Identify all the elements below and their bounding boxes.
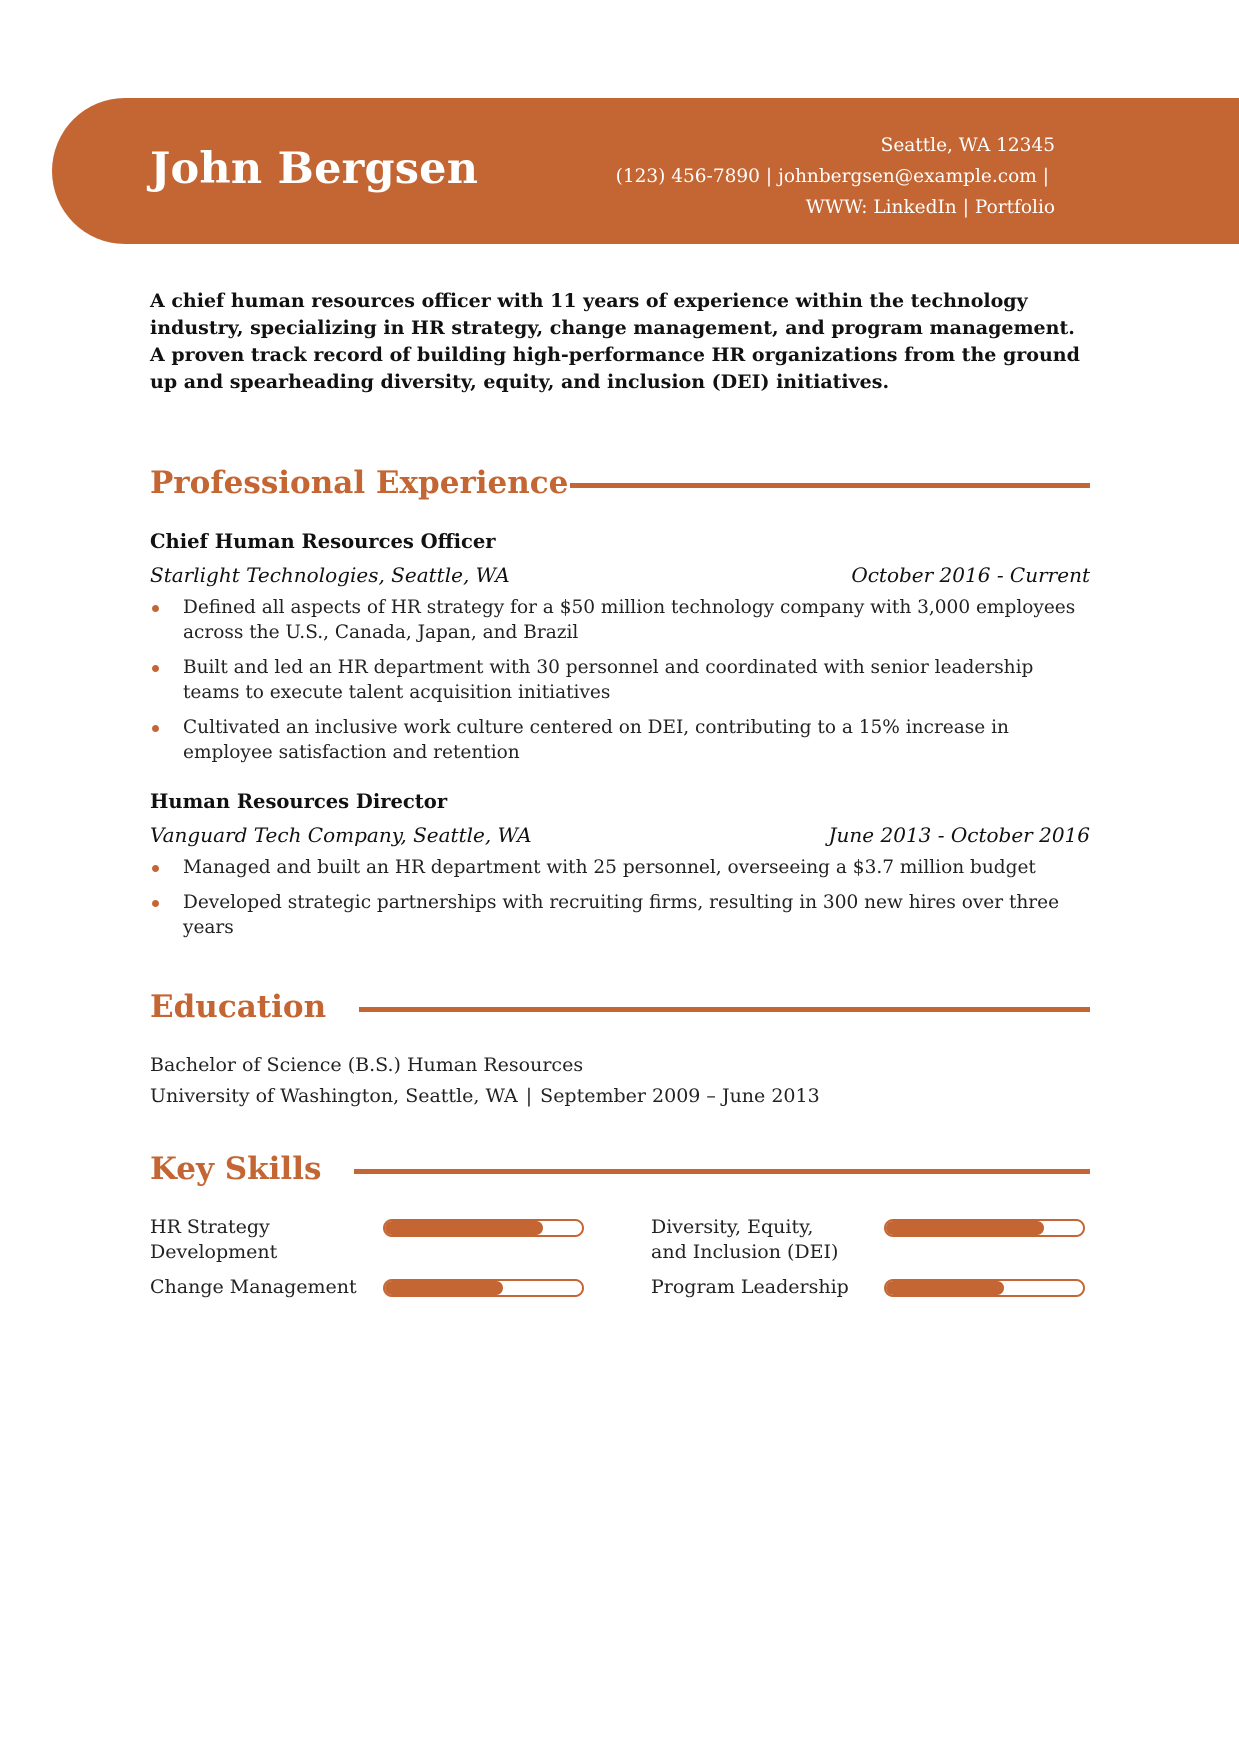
education-section-header <box>150 987 1090 1027</box>
education-dates: September 2009 – June 2013 <box>540 1085 820 1107</box>
education-school-line <box>150 1081 820 1112</box>
linkedin-link[interactable]: WWW: LinkedIn <box>805 197 957 218</box>
bullet-item <box>150 855 1090 880</box>
skill-label-line: Diversity, Equity, <box>651 1216 814 1238</box>
email-link[interactable]: johnbergsen@example.com <box>778 166 1037 187</box>
skill-label-line: and Inclusion (DEI) <box>651 1241 839 1263</box>
job-company: Vanguard Tech Company, Seattle, WA <box>150 823 532 847</box>
skill-level-fill <box>385 1281 503 1295</box>
job-dates: June 2013 - October 2016 <box>828 823 1090 847</box>
bullet-text: Cultivated an inclusive work culture centered on DEI, contributing to a 15% increase in employee satisfaction and retention <box>183 717 1009 763</box>
skill-label-line: Program Leadership <box>651 1276 849 1298</box>
phone: (123) 456-7890 <box>615 166 760 187</box>
bullet-dot-icon <box>152 865 159 872</box>
job-company: Starlight Technologies, Seattle, WA <box>150 563 510 587</box>
skill-level-bar <box>383 1279 584 1297</box>
skill-level-bar <box>884 1279 1085 1297</box>
summary: A chief human resources officer with 11 years of experience within the technology industry, specializing in HR strategy, change management, and program management. A proven track record of building high-performance HR organizations from the ground up and spearheading diversity, equity, and inclusion (DEI) initiatives. <box>150 290 1080 393</box>
skill-level-fill <box>385 1221 543 1235</box>
skill-label-line: Development <box>150 1241 278 1263</box>
section-title-experience: Professional Experience <box>150 465 569 501</box>
job-entry <box>150 788 1090 950</box>
section-title-education: Education <box>150 989 327 1025</box>
header-band <box>52 98 1239 244</box>
job-entry <box>150 528 1090 775</box>
separator: | <box>525 1085 533 1107</box>
job-title: Human Resources Director <box>150 790 448 813</box>
job-meta <box>150 561 1090 589</box>
separator: | <box>1042 166 1049 187</box>
job-bullets <box>150 855 1090 940</box>
skill-label <box>651 1215 838 1265</box>
phone-email-line <box>616 161 1055 192</box>
bullet-text: Managed and built an HR department with 25 personnel, overseeing a $3.7 million budget <box>183 857 1036 878</box>
bullet-text: Built and led an HR department with 30 personnel and coordinated with senior leadership teams to execute talent acquisition initiatives <box>183 657 1034 703</box>
bullet-text: Developed strategic partnerships with recruiting firms, resulting in 300 new hires over three years <box>183 892 1060 938</box>
skill-level-fill <box>886 1281 1004 1295</box>
bullet-dot-icon <box>152 665 159 672</box>
job-dates: October 2016 - Current <box>851 563 1090 587</box>
skill-label <box>150 1215 277 1265</box>
skill-level-bar <box>383 1219 584 1237</box>
bullet-dot-icon <box>152 725 159 732</box>
candidate-name: John Bergsen <box>150 144 479 194</box>
skill-label <box>651 1275 849 1300</box>
skill-level-bar <box>884 1219 1085 1237</box>
experience-section-header <box>150 463 1090 503</box>
job-bullets <box>150 595 1090 765</box>
bullet-dot-icon <box>152 605 159 612</box>
skill-level-fill <box>886 1221 1044 1235</box>
skill-label-line: HR Strategy <box>150 1216 270 1238</box>
location: Seattle, WA 12345 <box>880 135 1055 156</box>
bullet-item <box>150 715 1090 765</box>
job-meta <box>150 821 1090 849</box>
education-school: University of Washington, Seattle, WA <box>150 1085 518 1107</box>
portfolio-link[interactable]: Portfolio <box>974 197 1055 218</box>
section-title-skills: Key Skills <box>150 1151 322 1187</box>
links-line <box>616 192 1055 223</box>
skill-label <box>150 1275 357 1300</box>
separator: | <box>765 166 773 187</box>
bullet-dot-icon <box>152 900 159 907</box>
skill-label-line: Change Management <box>150 1276 357 1298</box>
bullet-item <box>150 655 1090 705</box>
job-title: Chief Human Resources Officer <box>150 530 496 553</box>
bullet-item <box>150 595 1090 645</box>
section-divider <box>354 1169 1090 1174</box>
bullet-item <box>150 890 1090 940</box>
contact-block <box>616 130 1055 223</box>
separator: | <box>962 197 969 218</box>
section-divider <box>359 1007 1090 1012</box>
section-divider <box>570 483 1090 488</box>
skills-section-header <box>150 1149 1090 1189</box>
education-degree: Bachelor of Science (B.S.) Human Resources <box>150 1054 584 1076</box>
bullet-text: Defined all aspects of HR strategy for a $50 million technology company with 3,000 employees across the U.S., Canada, Japan, and Brazil <box>183 597 1076 643</box>
education-entry <box>150 1050 820 1112</box>
